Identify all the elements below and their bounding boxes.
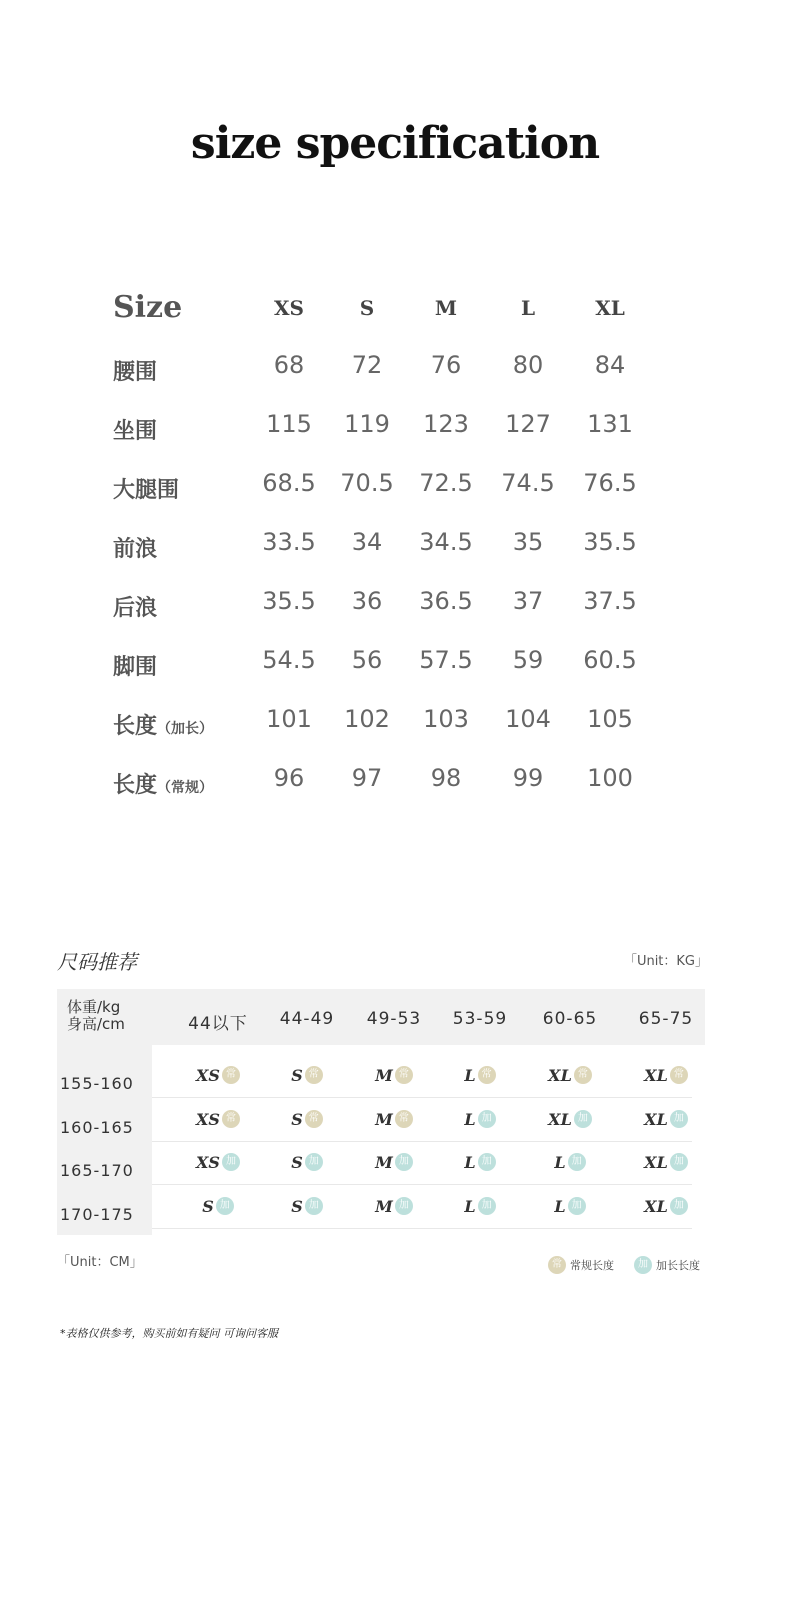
extended-length-badge: 加 bbox=[216, 1197, 234, 1215]
recommended-size: XS bbox=[196, 1109, 220, 1129]
recommended-size: L bbox=[464, 1109, 476, 1129]
recommend-cell bbox=[173, 1194, 263, 1218]
recommended-size: S bbox=[291, 1109, 303, 1129]
weight-range-header: 49-53 bbox=[366, 1009, 422, 1029]
row-divider bbox=[152, 1184, 692, 1185]
recommended-size: M bbox=[375, 1152, 393, 1172]
spec-measure-name: 大腿围 bbox=[113, 477, 180, 503]
extended-length-badge: 加 bbox=[222, 1153, 240, 1171]
recommended-size: S bbox=[291, 1065, 303, 1085]
spec-row-label bbox=[113, 473, 179, 504]
regular-length-badge: 常 bbox=[395, 1110, 413, 1128]
height-range-label: 170-175 bbox=[60, 1205, 134, 1224]
recommended-size: L bbox=[464, 1152, 476, 1172]
recommended-size: XL bbox=[548, 1065, 572, 1085]
page-title: size specification bbox=[190, 118, 600, 169]
recommend-cell bbox=[173, 1107, 263, 1131]
spec-value: 76.5 bbox=[583, 469, 637, 497]
weight-range-header: 44-49 bbox=[279, 1009, 335, 1029]
corner-weight-label: 体重/kg bbox=[67, 998, 121, 1016]
spec-measure-name: 脚围 bbox=[113, 654, 158, 680]
regular-length-badge: 常 bbox=[305, 1066, 323, 1084]
spec-value: 123 bbox=[423, 410, 469, 438]
recommended-size: L bbox=[464, 1196, 476, 1216]
spec-value: 100 bbox=[587, 764, 633, 792]
recommended-size: XL bbox=[644, 1152, 668, 1172]
weight-range-header: 53-59 bbox=[452, 1009, 508, 1029]
spec-value: 98 bbox=[430, 764, 462, 792]
recommend-cell bbox=[621, 1063, 711, 1087]
recommended-size: XS bbox=[196, 1152, 220, 1172]
spec-value: 37.5 bbox=[583, 587, 637, 615]
recommended-size: L bbox=[554, 1196, 566, 1216]
spec-measure-note: （常规） bbox=[157, 780, 214, 796]
corner-height-label: 身高/cm bbox=[67, 1015, 125, 1033]
row-divider bbox=[152, 1228, 692, 1229]
recommended-size: XS bbox=[196, 1065, 220, 1085]
weight-range-header: 65-75 bbox=[638, 1009, 694, 1029]
spec-measure-name: 腰围 bbox=[113, 359, 158, 385]
height-range-label: 155-160 bbox=[60, 1074, 134, 1093]
spec-size-xs: XS bbox=[274, 296, 304, 320]
recommended-size: S bbox=[291, 1196, 303, 1216]
recommend-cell bbox=[349, 1194, 439, 1218]
recommend-cell bbox=[173, 1063, 263, 1087]
spec-value: 57.5 bbox=[419, 646, 473, 674]
recommended-size: XL bbox=[644, 1065, 668, 1085]
spec-value: 36 bbox=[351, 587, 383, 615]
spec-row bbox=[0, 469, 790, 509]
row-divider bbox=[152, 1141, 692, 1142]
recommend-cell bbox=[262, 1150, 352, 1174]
recommended-size: XL bbox=[548, 1109, 572, 1129]
spec-value: 84 bbox=[594, 351, 626, 379]
regular-length-badge: 常 bbox=[395, 1066, 413, 1084]
spec-row bbox=[0, 410, 790, 450]
recommend-header-row bbox=[57, 989, 705, 1045]
extended-length-badge: 加 bbox=[395, 1197, 413, 1215]
spec-value: 72.5 bbox=[419, 469, 473, 497]
regular-length-badge: 常 bbox=[478, 1066, 496, 1084]
corner-cell bbox=[67, 999, 125, 1033]
spec-row-label bbox=[113, 591, 157, 622]
spec-value: 59 bbox=[512, 646, 544, 674]
spec-value: 97 bbox=[351, 764, 383, 792]
legend-extended-label: 加长长度 bbox=[656, 1259, 700, 1272]
spec-value: 35.5 bbox=[583, 528, 637, 556]
spec-row bbox=[0, 646, 790, 686]
extended-length-badge: 加 bbox=[478, 1153, 496, 1171]
recommend-cell bbox=[621, 1194, 711, 1218]
recommend-cell bbox=[525, 1194, 615, 1218]
spec-value: 70.5 bbox=[340, 469, 394, 497]
recommended-size: L bbox=[554, 1152, 566, 1172]
recommend-cell bbox=[349, 1107, 439, 1131]
spec-row-label bbox=[113, 355, 157, 386]
extended-length-badge: 加 bbox=[574, 1110, 592, 1128]
spec-value: 104 bbox=[505, 705, 551, 733]
recommend-cell bbox=[262, 1063, 352, 1087]
regular-length-badge: 常 bbox=[305, 1110, 323, 1128]
extended-length-badge: 加 bbox=[478, 1110, 496, 1128]
weight-range-header: 60-65 bbox=[542, 1009, 598, 1029]
footnote: *表格仅供参考，购买前如有疑问 可询问客服 bbox=[60, 1327, 278, 1340]
height-range-label: 160-165 bbox=[60, 1118, 134, 1137]
row-divider bbox=[152, 1097, 692, 1098]
extended-length-badge: 加 bbox=[670, 1110, 688, 1128]
extended-length-badge: 加 bbox=[568, 1197, 586, 1215]
unit-kg-label: 「Unit：KG」 bbox=[623, 954, 708, 969]
recommended-size: M bbox=[375, 1196, 393, 1216]
spec-row-label bbox=[113, 709, 213, 740]
extended-length-badge: 加 bbox=[305, 1153, 323, 1171]
spec-size-xl: XL bbox=[595, 296, 625, 320]
spec-value: 127 bbox=[505, 410, 551, 438]
spec-measure-name: 长度 bbox=[113, 772, 158, 798]
spec-value: 68 bbox=[273, 351, 305, 379]
recommend-title: 尺码推荐 bbox=[57, 950, 137, 974]
recommended-size: XL bbox=[644, 1196, 668, 1216]
spec-value: 80 bbox=[512, 351, 544, 379]
extended-length-badge: 加 bbox=[305, 1197, 323, 1215]
spec-row bbox=[0, 351, 790, 391]
spec-value: 35.5 bbox=[262, 587, 316, 615]
spec-row-label bbox=[113, 532, 157, 563]
spec-header-label: Size bbox=[113, 290, 183, 325]
spec-row bbox=[0, 705, 790, 745]
spec-row bbox=[0, 587, 790, 627]
spec-value: 36.5 bbox=[419, 587, 473, 615]
spec-value: 37 bbox=[512, 587, 544, 615]
spec-row-label bbox=[113, 414, 157, 445]
legend-regular bbox=[548, 1255, 614, 1275]
recommend-cell bbox=[525, 1107, 615, 1131]
spec-measure-note: （加长） bbox=[157, 721, 214, 737]
spec-measure-name: 长度 bbox=[113, 713, 158, 739]
recommend-cell bbox=[349, 1150, 439, 1174]
legend-regular-label: 常规长度 bbox=[570, 1259, 614, 1272]
spec-value: 74.5 bbox=[501, 469, 555, 497]
spec-value: 99 bbox=[512, 764, 544, 792]
spec-size-s: S bbox=[359, 296, 375, 320]
recommend-cell bbox=[435, 1194, 525, 1218]
spec-value: 102 bbox=[344, 705, 390, 733]
recommend-cell bbox=[621, 1150, 711, 1174]
spec-value: 34 bbox=[351, 528, 383, 556]
spec-value: 60.5 bbox=[583, 646, 637, 674]
spec-row-label bbox=[113, 650, 157, 681]
spec-value: 54.5 bbox=[262, 646, 316, 674]
recommend-cell bbox=[173, 1150, 263, 1174]
recommend-cell bbox=[621, 1107, 711, 1131]
spec-value: 68.5 bbox=[262, 469, 316, 497]
spec-value: 33.5 bbox=[262, 528, 316, 556]
recommended-size: S bbox=[291, 1152, 303, 1172]
weight-range-header: 44以下 bbox=[188, 1014, 248, 1034]
recommend-cell bbox=[435, 1063, 525, 1087]
regular-length-badge: 常 bbox=[222, 1066, 240, 1084]
spec-value: 131 bbox=[587, 410, 633, 438]
height-column bbox=[57, 1045, 152, 1235]
regular-length-badge: 常 bbox=[574, 1066, 592, 1084]
extended-length-badge: 加 bbox=[670, 1197, 688, 1215]
recommend-cell bbox=[349, 1063, 439, 1087]
recommended-size: M bbox=[375, 1109, 393, 1129]
spec-size-m: M bbox=[434, 296, 458, 320]
spec-value: 72 bbox=[351, 351, 383, 379]
recommend-cell bbox=[525, 1063, 615, 1087]
recommend-cell bbox=[435, 1150, 525, 1174]
spec-measure-name: 前浪 bbox=[113, 536, 158, 562]
recommend-cell bbox=[262, 1107, 352, 1131]
spec-measure-name: 后浪 bbox=[113, 595, 158, 621]
spec-value: 34.5 bbox=[419, 528, 473, 556]
recommend-cell bbox=[262, 1194, 352, 1218]
recommended-size: M bbox=[375, 1065, 393, 1085]
spec-measure-name: 坐围 bbox=[113, 418, 158, 444]
extended-length-badge: 加 bbox=[634, 1256, 652, 1274]
spec-row-label bbox=[113, 768, 213, 799]
spec-size-l: L bbox=[520, 296, 536, 320]
regular-length-badge: 常 bbox=[670, 1066, 688, 1084]
spec-value: 105 bbox=[587, 705, 633, 733]
extended-length-badge: 加 bbox=[395, 1153, 413, 1171]
regular-length-badge: 常 bbox=[222, 1110, 240, 1128]
extended-length-badge: 加 bbox=[568, 1153, 586, 1171]
spec-value: 103 bbox=[423, 705, 469, 733]
recommended-size: L bbox=[464, 1065, 476, 1085]
recommend-cell bbox=[525, 1150, 615, 1174]
regular-length-badge: 常 bbox=[548, 1256, 566, 1274]
spec-value: 119 bbox=[344, 410, 390, 438]
spec-value: 56 bbox=[351, 646, 383, 674]
spec-value: 76 bbox=[430, 351, 462, 379]
height-range-label: 165-170 bbox=[60, 1161, 134, 1180]
unit-cm-label: 「Unit：CM」 bbox=[57, 1255, 143, 1270]
spec-row bbox=[0, 764, 790, 804]
extended-length-badge: 加 bbox=[478, 1197, 496, 1215]
spec-value: 115 bbox=[266, 410, 312, 438]
spec-row bbox=[0, 528, 790, 568]
spec-header-row bbox=[0, 292, 790, 332]
spec-value: 96 bbox=[273, 764, 305, 792]
legend-extended bbox=[634, 1255, 700, 1275]
recommend-cell bbox=[435, 1107, 525, 1131]
recommended-size: XL bbox=[644, 1109, 668, 1129]
recommended-size: S bbox=[202, 1196, 214, 1216]
spec-value: 101 bbox=[266, 705, 312, 733]
extended-length-badge: 加 bbox=[670, 1153, 688, 1171]
spec-value: 35 bbox=[512, 528, 544, 556]
